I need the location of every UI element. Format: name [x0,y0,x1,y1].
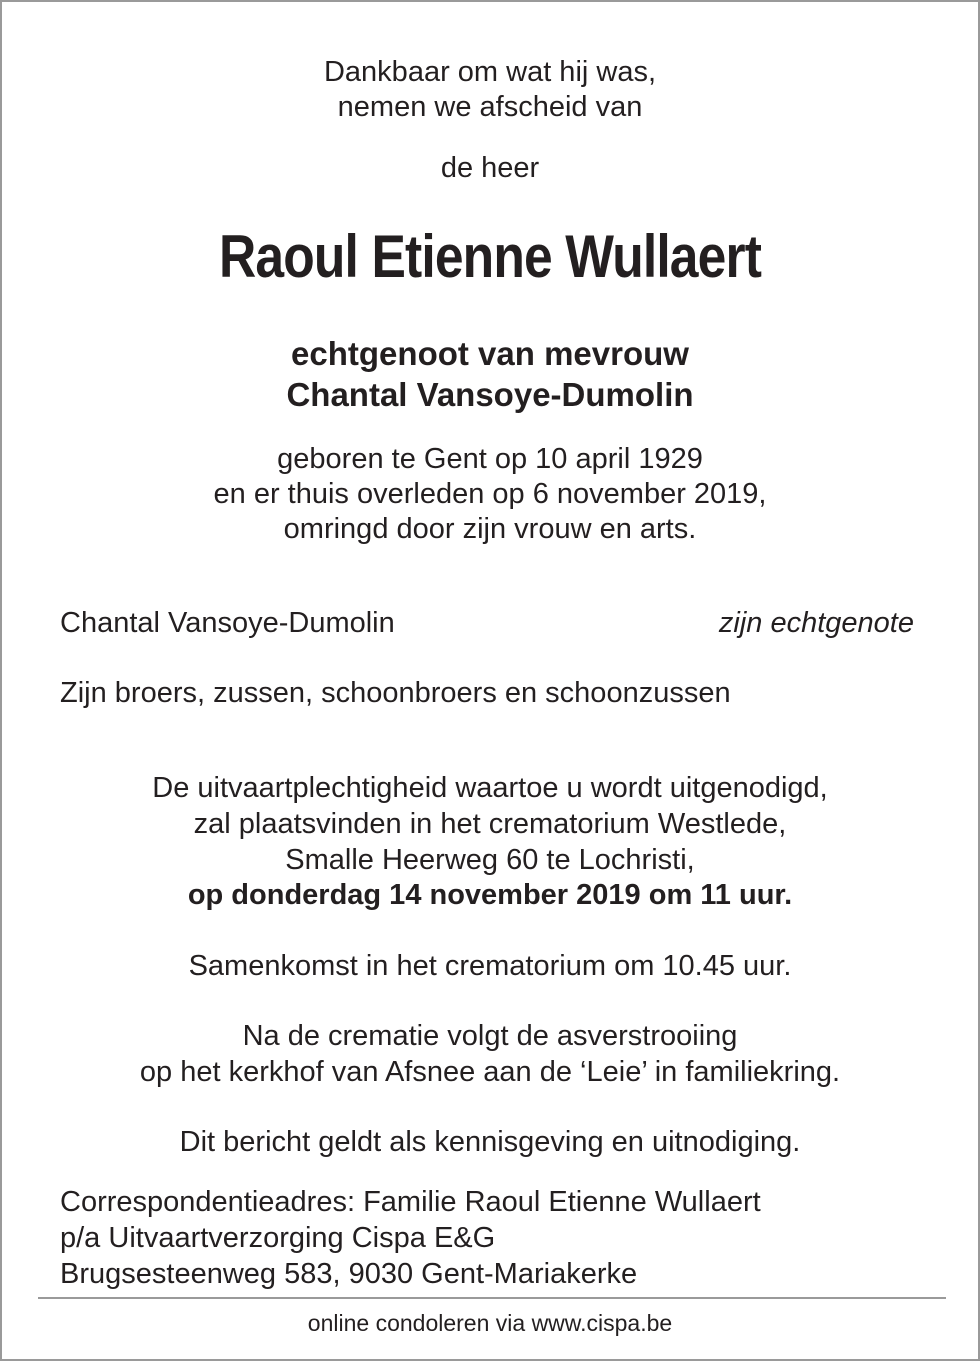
ceremony-line-2: zal plaatsvinden in het crematorium Westlede, [193,808,787,840]
ceremony-line-3: Smalle Heerweg 60 te Lochristi, [285,844,695,876]
footer-condolence-link[interactable]: online condoleren via www.cispa.be [307,1310,673,1336]
spouse-line-1: echtgenoot van mevrouw [291,335,689,372]
ceremony-date: op donderdag 14 november 2019 om 11 uur. [187,879,793,911]
ceremony-line-1: De uitvaartplechtigheid waartoe u wordt uitgenodigd, [152,772,828,804]
correspondence-line-3: Brugsesteenweg 583, 9030 Gent-Mariakerke [60,1258,638,1290]
spouse-line-2: Chantal Vansoye-Dumolin [286,376,694,413]
scattering-line-2: op het kerkhof van Afsnee aan de ‘Leie’ in familiekring. [139,1056,841,1088]
mourner-family: Zijn broers, zussen, schoonbroers en schoonzussen [60,677,731,709]
intro-line-2: nemen we afscheid van [337,91,643,123]
mourner-spouse-name: Chantal Vansoye-Dumolin [60,607,395,639]
intro-line-1: Dankbaar om wat hij was, [323,56,657,88]
correspondence-line-2: p/a Uitvaartverzorging Cispa E&G [60,1222,496,1254]
life-line-1: geboren te Gent op 10 april 1929 [277,443,703,475]
gathering-text: Samenkomst in het crematorium om 10.45 uur. [188,950,792,982]
life-line-2: en er thuis overleden op 6 november 2019, [213,478,767,510]
scattering-line-1: Na de crematie volgt de asverstrooiing [242,1020,738,1052]
life-line-3: omringd door zijn vrouw en arts. [283,513,697,545]
notice-text: Dit bericht geldt als kennisgeving en uitnodiging. [179,1126,801,1158]
correspondence-line-1: Correspondentieadres: Familie Raoul Etienne Wullaert [60,1186,761,1218]
mourner-spouse-role: zijn echtgenote [718,607,914,639]
deceased-name: Raoul Etienne Wullaert [218,223,762,290]
intro-title: de heer [440,152,540,184]
footer-divider [38,1297,946,1299]
